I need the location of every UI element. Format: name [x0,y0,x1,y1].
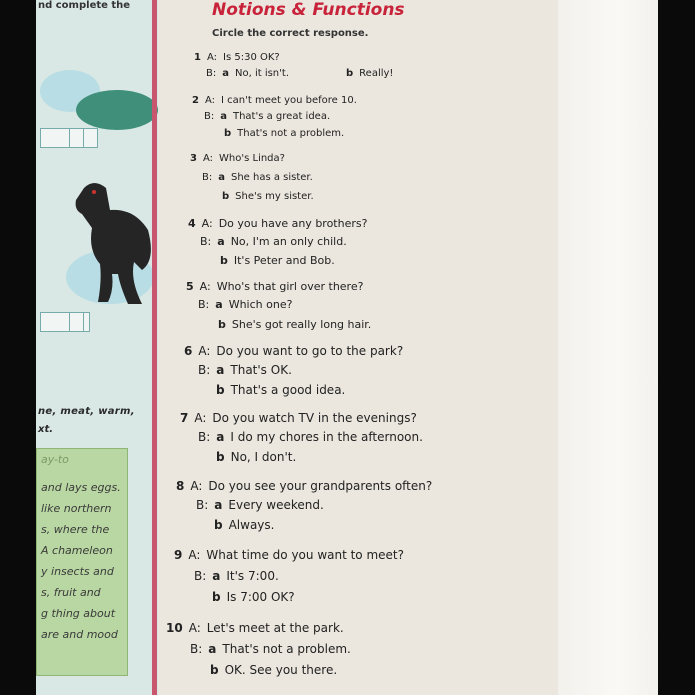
dinosaur-illustration [64,170,156,310]
answer-option-4b[interactable]: b It's Peter and Bob. [220,254,335,267]
answer-option-6a[interactable]: B: a That's OK. [198,363,292,377]
dark-border-left [0,0,36,695]
reading-text-box [36,448,128,676]
question-5: 5 A: Who's that girl over there? [186,280,364,293]
question-3: 3 A: Who's Linda? [190,153,285,164]
answer-option-1a[interactable]: B: a No, it isn't. [206,68,289,79]
dark-border-right [658,0,695,695]
question-6: 6 A: Do you want to go to the park? [184,344,404,358]
answer-option-2a[interactable]: B: a That's a great idea. [204,111,331,122]
question-1: 1 A: Is 5:30 OK? [194,52,280,63]
answer-option-1b[interactable]: b Really! [346,68,394,79]
question-2: 2 A: I can't meet you before 10. [192,95,357,106]
answer-option-7b[interactable]: b No, I don't. [216,450,297,464]
margin-rule [152,0,157,695]
word-list-line: xt. [38,424,54,435]
answer-option-6b[interactable]: b That's a good idea. [216,383,346,397]
page-title: Notions & Functions [212,0,405,20]
answer-option-2b[interactable]: b That's not a problem. [224,128,345,139]
question-7: 7 A: Do you watch TV in the evenings? [180,411,417,425]
answer-option-3a[interactable]: B: a She has a sister. [202,172,313,183]
question-9: 9 A: What time do you want to meet? [174,548,404,562]
answer-option-7a[interactable]: B: a I do my chores in the afternoon. [198,430,423,444]
answer-option-5b[interactable]: b She's got really long hair. [218,318,372,331]
question-10: 10 A: Let's meet at the park. [166,621,344,635]
answer-option-8a[interactable]: B: a Every weekend. [196,498,324,512]
word-grid [40,128,98,148]
reading-line: g thing about [41,607,116,620]
reading-box-header: ay-to [41,453,69,466]
next-page-edge [558,0,658,695]
answer-option-5a[interactable]: B: a Which one? [198,298,293,311]
question-4: 4 A: Do you have any brothers? [188,217,368,230]
answer-option-8b[interactable]: b Always. [214,518,275,532]
reading-line: like northern [41,502,112,515]
reading-line: and lays eggs. [41,481,121,494]
reading-line: y insects and [41,565,114,578]
answer-option-3b[interactable]: b She's my sister. [222,191,314,202]
reading-line: s, fruit and [41,586,101,599]
answer-option-10b[interactable]: b OK. See you there. [210,663,338,677]
answer-option-4a[interactable]: B: a No, I'm an only child. [200,235,347,248]
word-grid [40,312,90,332]
answer-option-9a[interactable]: B: a It's 7:00. [194,569,279,583]
reading-line: s, where the [41,523,110,536]
answer-option-9b[interactable]: b Is 7:00 OK? [212,590,295,604]
instruction-text: Circle the correct response. [212,28,369,39]
reading-line: are and mood [41,628,118,641]
chameleon-illustration [76,90,158,130]
word-list-line: ne, meat, warm, [38,406,135,417]
answer-option-10a[interactable]: B: a That's not a problem. [190,642,351,656]
previous-page-top-text: nd complete the [38,0,131,11]
question-8: 8 A: Do you see your grandparents often? [176,479,433,493]
reading-line: A chameleon [41,544,113,557]
